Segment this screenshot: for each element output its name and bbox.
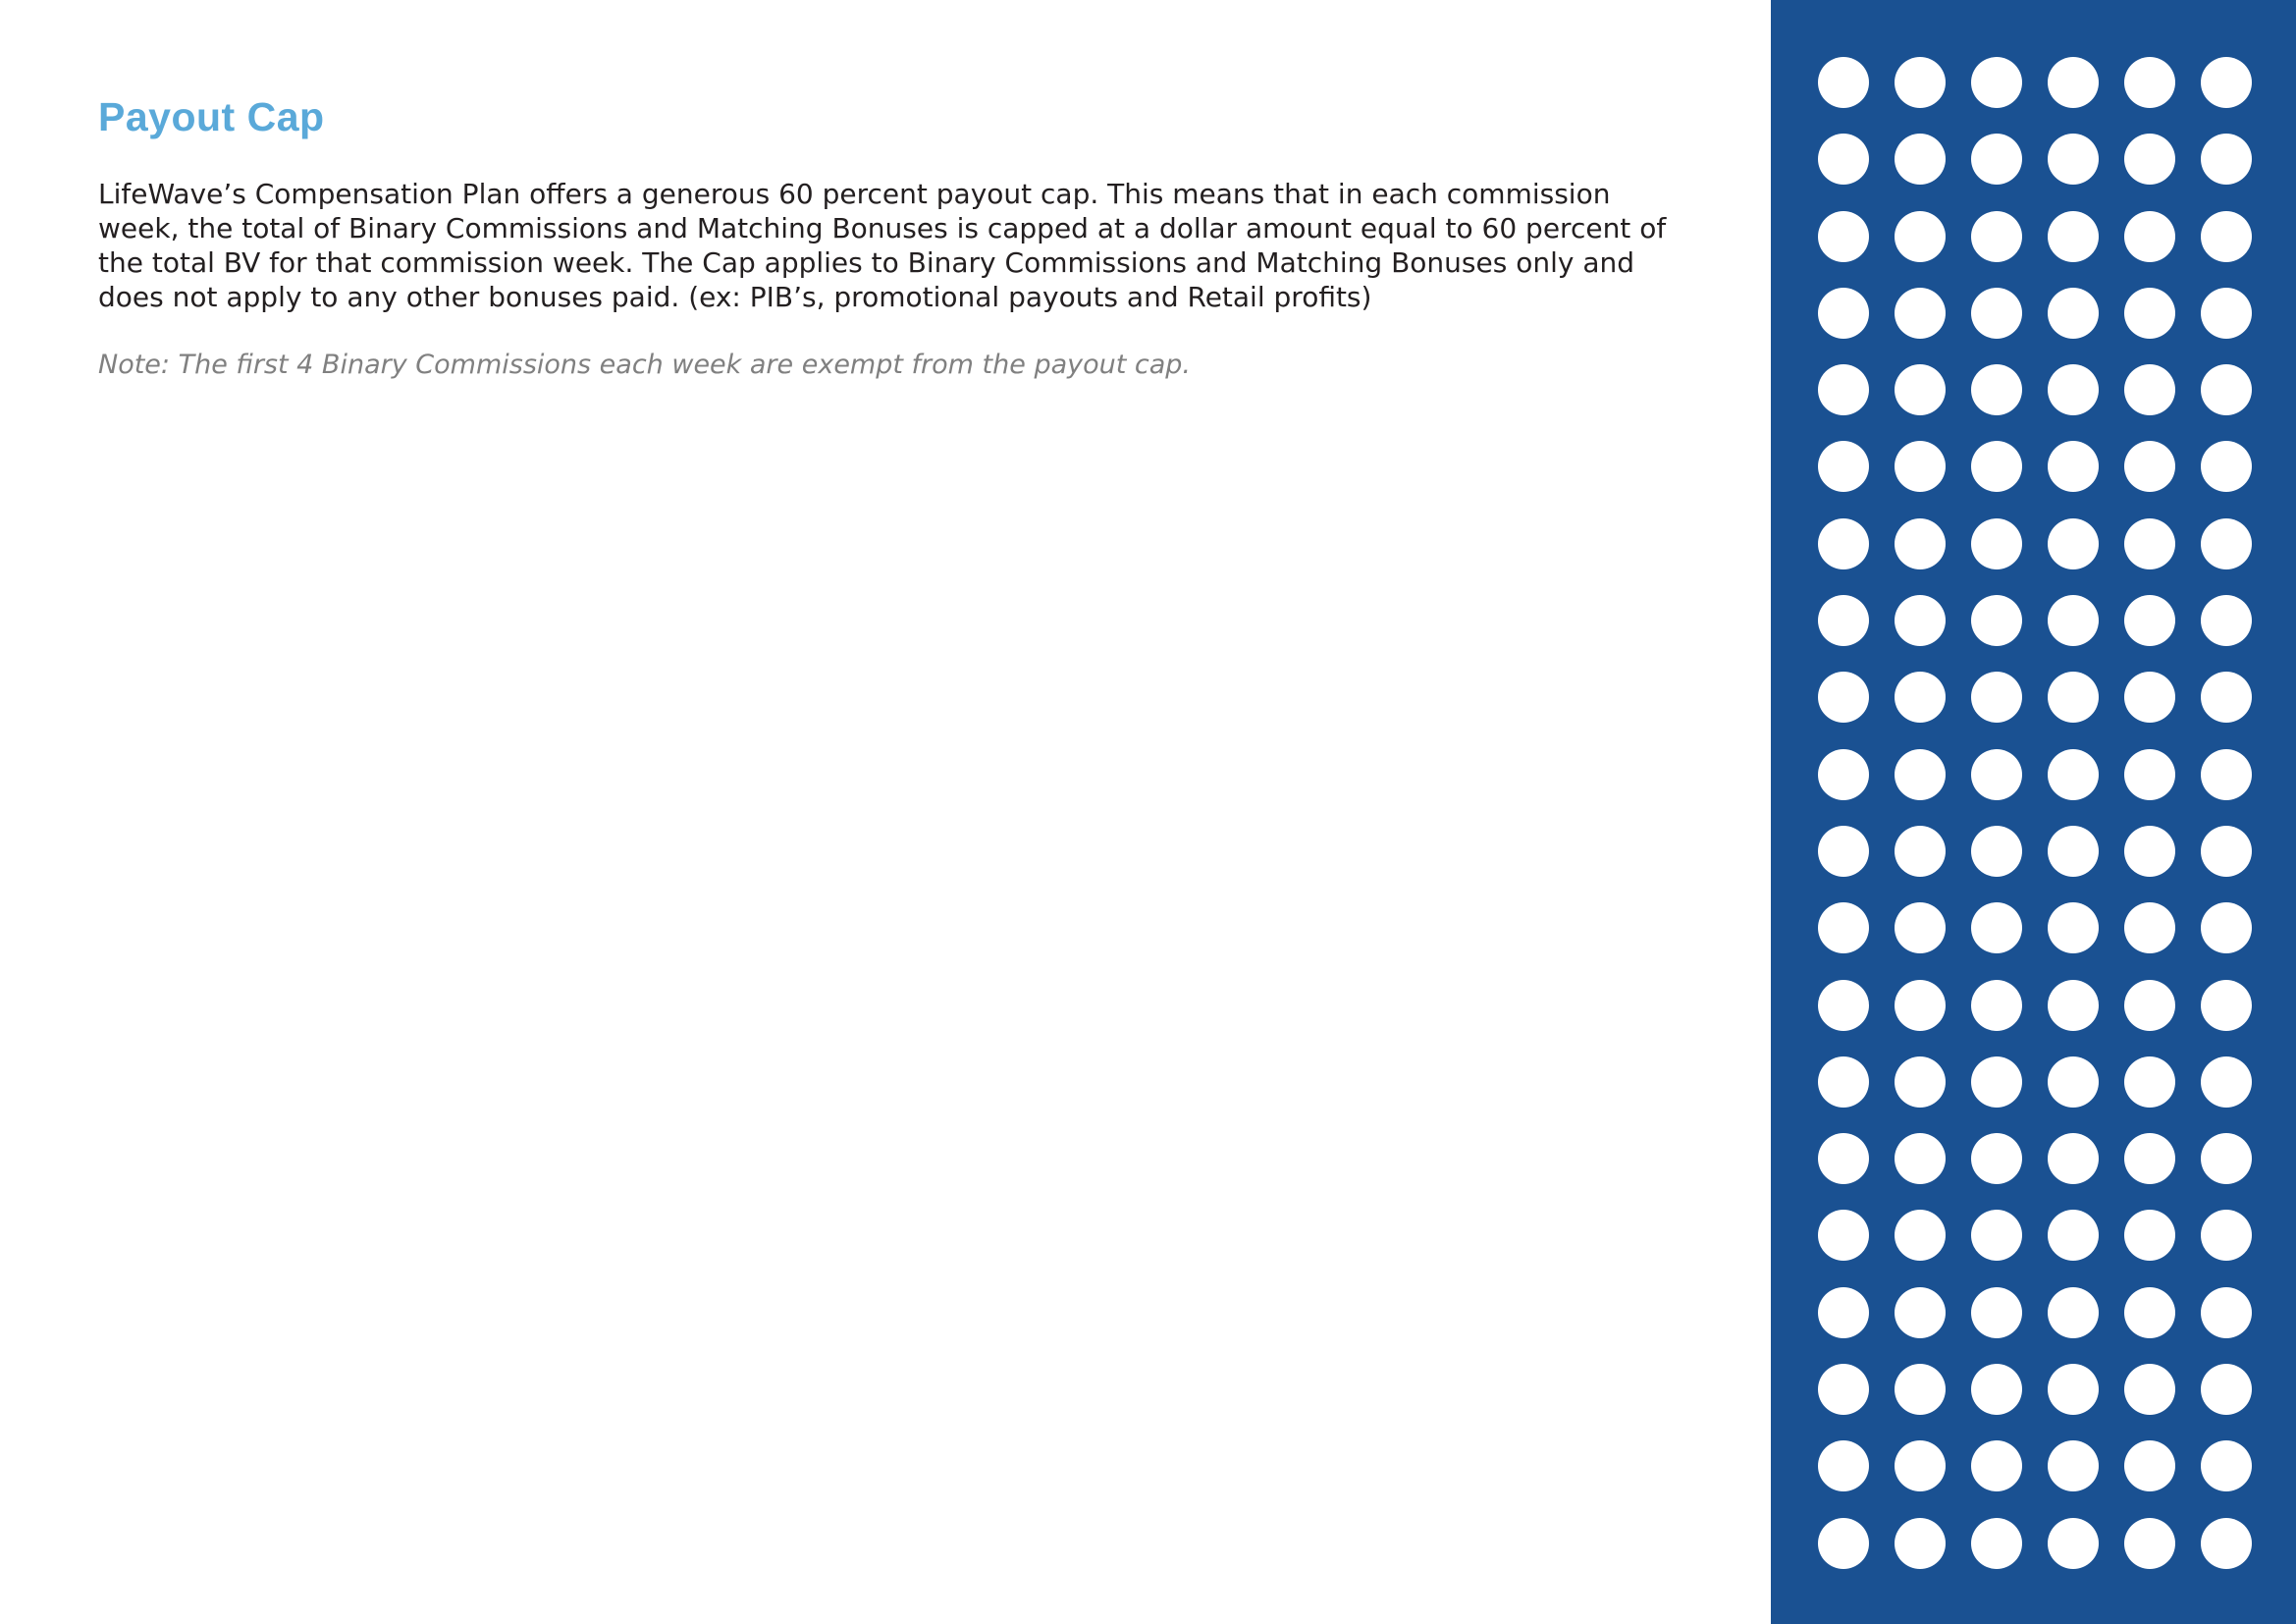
decorative-dot <box>2124 826 2175 877</box>
decorative-dot <box>1895 1364 1946 1415</box>
decorative-dot <box>2048 134 2099 185</box>
body-paragraph: LifeWave’s Compensation Plan offers a generous 60 percent payout cap. This means that in each commission week, the total of Binary Commissions and Matching Bonuses is capped at a dollar amount equal to 60 percent of the total BV for that commission week. The Cap applies to Binary Commissions and Matching Bonuses only and does not apply to any other bonuses paid. (ex: PIB’s, promotional payouts and Retail profits) <box>98 178 1667 313</box>
decorative-dot <box>1971 1056 2022 1108</box>
decorative-dot <box>1895 902 1946 953</box>
decorative-dot <box>2124 672 2175 723</box>
decorative-dot <box>2048 826 2099 877</box>
decorative-dot <box>2048 518 2099 569</box>
decorative-dot <box>1971 1287 2022 1338</box>
decorative-dot <box>2201 749 2252 800</box>
decorative-dot <box>2201 595 2252 646</box>
decorative-dot <box>1895 672 1946 723</box>
decorative-dot <box>2201 1056 2252 1108</box>
page-title: Payout Cap <box>98 94 325 139</box>
decorative-dot <box>1895 1133 1946 1184</box>
decorative-dot <box>1818 1056 1869 1108</box>
decorative-dot <box>1971 57 2022 108</box>
decorative-dot <box>1818 1133 1869 1184</box>
decorative-dot <box>2048 749 2099 800</box>
decorative-dot <box>1895 211 1946 262</box>
decorative-dot <box>2048 1364 2099 1415</box>
decorative-dot <box>2048 595 2099 646</box>
decorative-dot <box>1818 1518 1869 1569</box>
decorative-dot <box>2048 1440 2099 1491</box>
decorative-dot <box>2201 134 2252 185</box>
decorative-dot <box>1895 57 1946 108</box>
decorative-dot <box>1895 1287 1946 1338</box>
decorative-dot <box>2048 57 2099 108</box>
decorative-dot <box>1818 672 1869 723</box>
decorative-dot <box>1895 1518 1946 1569</box>
decorative-dot <box>2124 1518 2175 1569</box>
decorative-dot <box>2201 980 2252 1031</box>
decorative-dot <box>1818 57 1869 108</box>
decorative-dot <box>2124 902 2175 953</box>
decorative-dot <box>2124 1133 2175 1184</box>
decorative-dot <box>2048 364 2099 415</box>
decorative-dot <box>1971 902 2022 953</box>
decorative-dot <box>1895 134 1946 185</box>
decorative-dot <box>2124 288 2175 339</box>
decorative-dot <box>2124 980 2175 1031</box>
decorative-dot <box>2048 1210 2099 1261</box>
decorative-dot <box>2201 288 2252 339</box>
decorative-dot <box>1895 1210 1946 1261</box>
decorative-dot <box>2048 211 2099 262</box>
decorative-dot <box>1895 441 1946 492</box>
decorative-dot <box>2201 1287 2252 1338</box>
main-content <box>98 86 1688 382</box>
decorative-dot <box>1818 364 1869 415</box>
decorative-dot <box>1971 826 2022 877</box>
decorative-dot <box>1971 980 2022 1031</box>
decorative-dot <box>1818 288 1869 339</box>
decorative-dot <box>2201 57 2252 108</box>
decorative-dot <box>2201 902 2252 953</box>
decorative-dot <box>1895 826 1946 877</box>
decorative-dot <box>2048 902 2099 953</box>
decorative-dot <box>2201 1518 2252 1569</box>
decorative-dot <box>1818 1287 1869 1338</box>
decorative-dot <box>1818 134 1869 185</box>
decorative-dot <box>1818 1364 1869 1415</box>
decorative-dot <box>2124 1364 2175 1415</box>
decorative-dot <box>1818 826 1869 877</box>
decorative-dot <box>2124 211 2175 262</box>
decorative-dot <box>1818 980 1869 1031</box>
decorative-dot <box>2201 441 2252 492</box>
decorative-dot <box>2048 1287 2099 1338</box>
decorative-dot <box>1895 595 1946 646</box>
decorative-side-panel <box>1771 0 2296 1624</box>
decorative-dot <box>1971 288 2022 339</box>
decorative-dot <box>2048 1133 2099 1184</box>
decorative-dot <box>2201 1364 2252 1415</box>
decorative-dot <box>1895 1056 1946 1108</box>
decorative-dot <box>1818 441 1869 492</box>
decorative-dot <box>1895 749 1946 800</box>
decorative-dot <box>1971 749 2022 800</box>
decorative-dot <box>2201 211 2252 262</box>
decorative-dot <box>2124 441 2175 492</box>
decorative-dot <box>2048 288 2099 339</box>
decorative-dot <box>2201 518 2252 569</box>
decorative-dot <box>1818 518 1869 569</box>
decorative-dot <box>1971 364 2022 415</box>
decorative-dot <box>1818 1210 1869 1261</box>
decorative-dot <box>2124 134 2175 185</box>
decorative-dot <box>2048 1518 2099 1569</box>
decorative-dot <box>1971 441 2022 492</box>
decorative-dot <box>2124 749 2175 800</box>
decorative-dot <box>1971 1518 2022 1569</box>
decorative-dot <box>2124 1287 2175 1338</box>
decorative-dot <box>1971 211 2022 262</box>
decorative-dot <box>2124 595 2175 646</box>
decorative-dot <box>2048 672 2099 723</box>
decorative-dot <box>1971 518 2022 569</box>
note-text: Note: The first 4 Binary Commissions each week are exempt from the payout cap. <box>98 350 1192 380</box>
decorative-dot <box>2048 441 2099 492</box>
decorative-dot <box>1895 980 1946 1031</box>
decorative-dot <box>2124 364 2175 415</box>
decorative-dot <box>1895 288 1946 339</box>
decorative-dot <box>1895 364 1946 415</box>
decorative-dot <box>1818 902 1869 953</box>
decorative-dot <box>2048 1056 2099 1108</box>
dot-pattern <box>1818 57 2252 1569</box>
decorative-dot <box>2201 1440 2252 1491</box>
decorative-dot <box>1818 749 1869 800</box>
decorative-dot <box>2201 826 2252 877</box>
decorative-dot <box>1971 595 2022 646</box>
decorative-dot <box>1971 1210 2022 1261</box>
decorative-dot <box>2124 1440 2175 1491</box>
decorative-dot <box>1818 595 1869 646</box>
decorative-dot <box>2124 518 2175 569</box>
decorative-dot <box>2124 57 2175 108</box>
decorative-dot <box>2201 364 2252 415</box>
decorative-dot <box>2048 980 2099 1031</box>
decorative-dot <box>1971 134 2022 185</box>
decorative-dot <box>2201 1133 2252 1184</box>
decorative-dot <box>1895 518 1946 569</box>
decorative-dot <box>2124 1056 2175 1108</box>
decorative-dot <box>1895 1440 1946 1491</box>
decorative-dot <box>1818 211 1869 262</box>
decorative-dot <box>2201 672 2252 723</box>
decorative-dot <box>1971 672 2022 723</box>
decorative-dot <box>2124 1210 2175 1261</box>
decorative-dot <box>1971 1364 2022 1415</box>
decorative-dot <box>2201 1210 2252 1261</box>
decorative-dot <box>1818 1440 1869 1491</box>
decorative-dot <box>1971 1133 2022 1184</box>
decorative-dot <box>1971 1440 2022 1491</box>
